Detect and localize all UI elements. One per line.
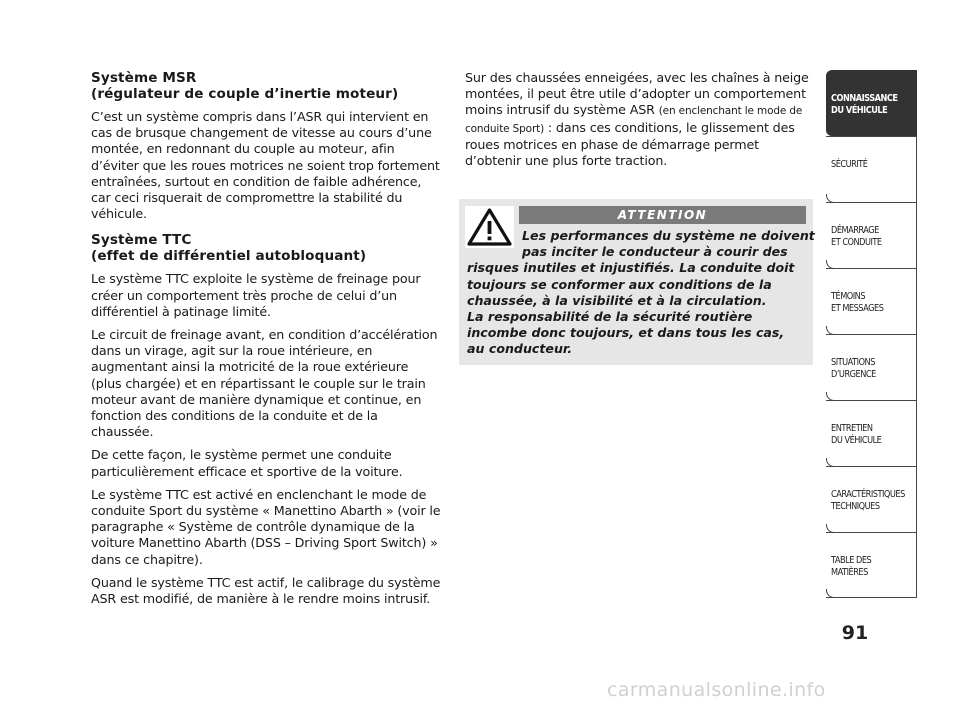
tab-label: SITUATIONS D’URGENCE — [831, 357, 876, 380]
ttc-paragraph-5: Quand le système TTC est actif, le calibrage du système ASR est modifié, de manière à le rendre moins intrusif. — [91, 574, 441, 607]
ttc-paragraph-4: Le système TTC est activé en enclenchant le mode de conduite Sport du système « Manettino Abarth » (voir le paragraphe « Système de contrôle dynamique de la voiture Manettino Abarth (DSS – Driving Sport Switch) » dans ce chapitre). — [91, 486, 441, 567]
tab-label: DÉMARRAGE ET CONDUITE — [831, 225, 882, 248]
tab-label: CARACTÉRISTIQUES TECHNIQUES — [831, 489, 905, 512]
tab-label: TABLE DES MATIÈRES — [831, 555, 872, 578]
tab-connaissance-du-vehicule[interactable] — [826, 70, 917, 136]
warning-line: au conducteur. — [467, 341, 573, 357]
ttc-paragraph-3: De cette façon, le système permet une conduite particulièrement efficace et sportive de la voiture. — [91, 447, 403, 479]
ttc-heading — [91, 232, 441, 264]
tab-securite[interactable] — [826, 136, 917, 202]
tab-entretien-du-vehicule[interactable] — [826, 400, 917, 466]
tab-caracteristiques-techniques[interactable] — [826, 466, 917, 532]
tab-label: TÉMOINS ET MESSAGES — [831, 291, 884, 314]
chapter-tabs — [826, 70, 917, 598]
warning-line: Les performances du système ne doivent — [522, 228, 815, 243]
warning-line: incombe donc toujours, et dans tous les cas, — [467, 325, 785, 341]
msr-paragraph: C’est un système compris dans l’ASR qui intervient en cas de brusque changement de vitesse au cours d’une montée, en redonnant du couple au moteur, afin d’éviter que les roues motrices ne soient trop fortement entraînées, surtout en condition de faible adhérence, car ceci risquerait de compromettre la stabilité du véhicule. — [91, 109, 440, 222]
tab-temoins-et-messages[interactable] — [826, 268, 917, 334]
warning-text — [467, 228, 815, 358]
page-number: 91 — [841, 622, 869, 644]
warning-banner: ATTENTION — [519, 206, 806, 224]
tab-label: CONNAISSANCE DU VÉHICULE — [831, 93, 898, 116]
snow-paragraph — [465, 70, 815, 169]
right-column — [465, 70, 815, 176]
warning-line: pas inciter le conducteur à courir des — [522, 244, 788, 260]
ttc-paragraph-2: Le circuit de freinage avant, en condition d’accélération dans un virage, agit sur la roue intérieure, en augmentant ainsi la motricité de la roue extérieure (plus chargée) et en répartissant le couple sur le train moteur avant de manière dynamique et continue, en fonction des conditions de la conduite et de la chaussée. — [91, 327, 438, 440]
snow-paragraph-part1: Sur des chaussées enneigées, avec les chaînes à neige montées, il peut être utile d’adopter un comportement moins intrusif du système ASR — [465, 70, 809, 118]
warning-line: toujours se conformer aux conditions de la — [467, 276, 772, 292]
warning-line: La responsabilité de la sécurité routière — [467, 309, 753, 325]
msr-heading-line1: Système MSR — [91, 70, 197, 86]
tab-demarrage-et-conduite[interactable] — [826, 202, 917, 268]
tab-table-des-matieres[interactable] — [826, 532, 917, 598]
ttc-heading-line1: Système TTC — [91, 232, 192, 249]
ttc-heading-line2: (effet de différentiel autobloquant) — [91, 248, 367, 265]
msr-heading — [91, 70, 441, 102]
tab-situations-durgence[interactable] — [826, 334, 917, 400]
snow-paragraph-small: (en enclenchant le mode de conduite Sport) — [465, 105, 803, 135]
warning-box — [459, 199, 813, 365]
warning-line: chaussée, à la visibilité et à la circulation. — [467, 292, 767, 308]
msr-heading-line2: (régulateur de couple d’inertie moteur) — [91, 86, 399, 102]
ttc-paragraph-1: Le système TTC exploite le système de freinage pour créer un comportement très proche de celui d’un différentiel à patinage limité. — [91, 271, 421, 319]
tab-label: ENTRETIEN DU VÉHICULE — [831, 423, 882, 446]
tab-label: SÉCURITÉ — [831, 159, 868, 170]
snow-paragraph-part2: : dans ces conditions, le glissement des roues motrices en phase de démarrage permet d’obtenir une plus forte traction. — [465, 119, 795, 169]
warning-line: risques inutiles et injustifiés. La conduite doit — [467, 260, 795, 276]
watermark: carmanualsonline.info — [607, 679, 826, 701]
left-column — [91, 70, 441, 614]
